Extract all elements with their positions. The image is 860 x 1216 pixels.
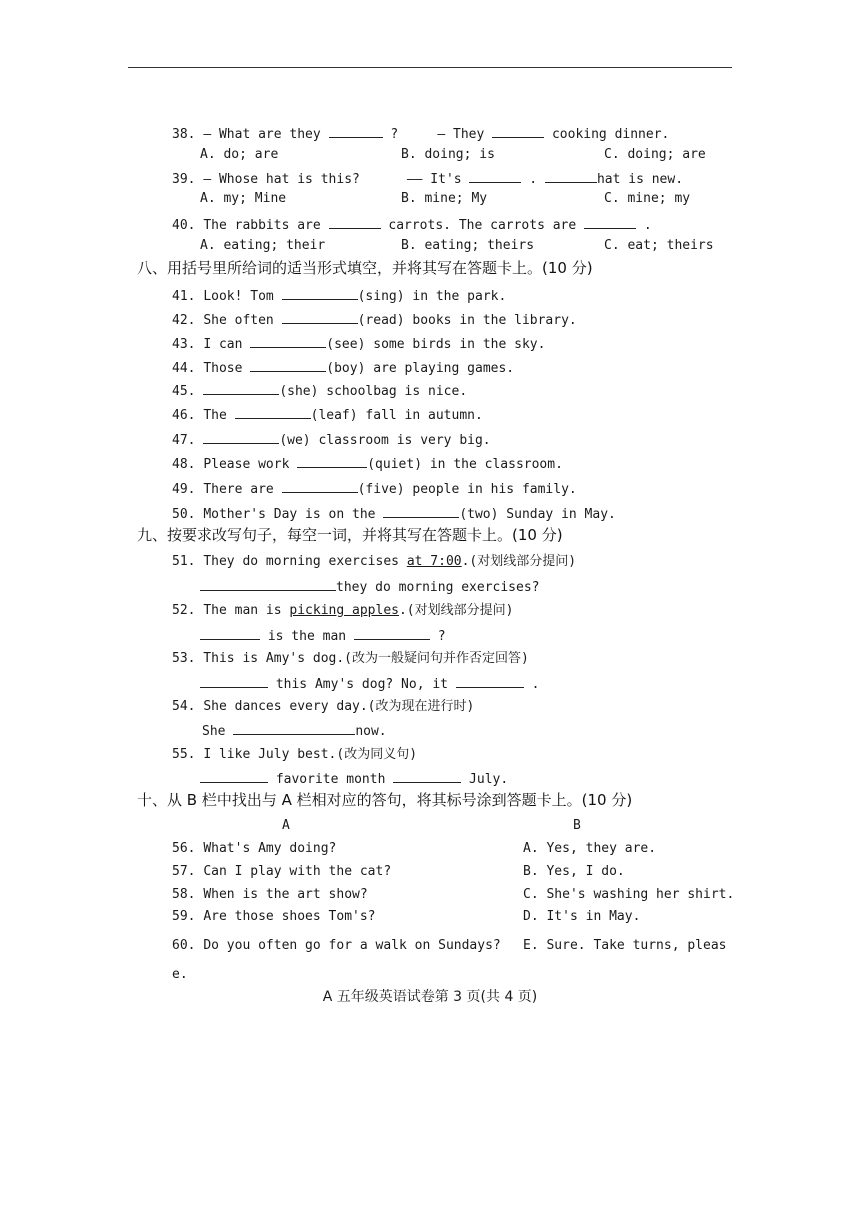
section-9-heading: 九、按要求改写句子，每空一词，并将其写在答题卡上。(10 分) xyxy=(137,526,563,544)
fill-item-49: 49. There are (five) people in his family. xyxy=(172,482,577,497)
match-question-60: 60. Do you often go for a walk on Sundays? xyxy=(172,938,501,953)
question-38: 38. — What are they ? — They cooking dinner. xyxy=(172,127,670,142)
q53-answer-line: this Amy's dog? No, it . xyxy=(200,675,540,693)
q38-option-b: B. doing; is xyxy=(401,147,495,162)
match-answer-a: A. Yes, they are. xyxy=(523,841,657,856)
q51-answer-line: they do morning exercises? xyxy=(200,578,540,596)
fill-item-44: 44. Those (boy) are playing games. xyxy=(172,361,515,376)
q39-option-c: C. mine; my xyxy=(604,191,691,206)
question-54: 54. She dances every day.(改为现在进行时) xyxy=(172,699,475,714)
q54-answer-line: She now. xyxy=(202,724,387,739)
question-39: 39. — Whose hat is this? —— It's . hat is new. xyxy=(172,172,684,187)
fill-item-42: 42. She often (read) books in the library. xyxy=(172,313,577,328)
match-question-59: 59. Are those shoes Tom's? xyxy=(172,909,376,924)
fill-item-47: 47. (we) classroom is very big. xyxy=(172,433,491,448)
question-55: 55. I like July best.(改为同义句) xyxy=(172,747,418,762)
fill-item-43: 43. I can (see) some birds in the sky. xyxy=(172,337,546,352)
match-question-57: 57. Can I play with the cat? xyxy=(172,864,392,879)
section-8-heading: 八、用括号里所给词的适当形式填空，并将其写在答题卡上。(10 分) xyxy=(137,259,593,277)
q38-option-a: A. do; are xyxy=(200,147,279,162)
fill-item-50: 50. Mother's Day is on the (two) Sunday in May. xyxy=(172,507,616,522)
q55-answer-line: favorite month July. xyxy=(200,770,508,788)
question-51: 51. They do morning exercises at 7:00.(对划线部分提问) xyxy=(172,554,577,569)
question-52: 52. The man is picking apples.(对划线部分提问) xyxy=(172,603,514,618)
q40-option-b: B. eating; theirs xyxy=(401,238,535,253)
match-answer-b: B. Yes, I do. xyxy=(523,864,625,879)
match-answer-e: E. Sure. Take turns, pleas xyxy=(523,938,727,953)
header-rule xyxy=(128,67,732,68)
q38-option-c: C. doing; are xyxy=(604,147,706,162)
q39-option-a: A. my; Mine xyxy=(200,191,287,206)
fill-item-46: 46. The (leaf) fall in autumn. xyxy=(172,408,483,423)
match-answer-e-wrap: e. xyxy=(172,967,188,982)
match-answer-d: D. It's in May. xyxy=(523,909,641,924)
q40-option-a: A. eating; their xyxy=(200,238,326,253)
match-question-56: 56. What's Amy doing? xyxy=(172,841,337,856)
q40-option-c: C. eat; theirs xyxy=(604,238,714,253)
column-a-header: A xyxy=(282,818,290,833)
question-40: 40. The rabbits are carrots. The carrots are . xyxy=(172,218,652,233)
match-question-58: 58. When is the art show? xyxy=(172,887,368,902)
column-b-header: B xyxy=(573,818,581,833)
fill-item-41: 41. Look! Tom (sing) in the park. xyxy=(172,289,507,304)
section-10-heading: 十、从 B 栏中找出与 A 栏相对应的答句，将其标号涂到答题卡上。(10 分) xyxy=(137,791,633,809)
fill-item-45: 45. (she) schoolbag is nice. xyxy=(172,384,468,399)
page-footer: A 五年级英语试卷第 3 页(共 4 页) xyxy=(322,989,538,1005)
question-53: 53. This is Amy's dog.(改为一般疑问句并作否定回答) xyxy=(172,651,529,666)
q52-answer-line: is the man ? xyxy=(200,627,446,645)
q39-option-b: B. mine; My xyxy=(401,191,488,206)
match-answer-c: C. She's washing her shirt. xyxy=(523,887,735,902)
fill-item-48: 48. Please work (quiet) in the classroom. xyxy=(172,457,563,472)
